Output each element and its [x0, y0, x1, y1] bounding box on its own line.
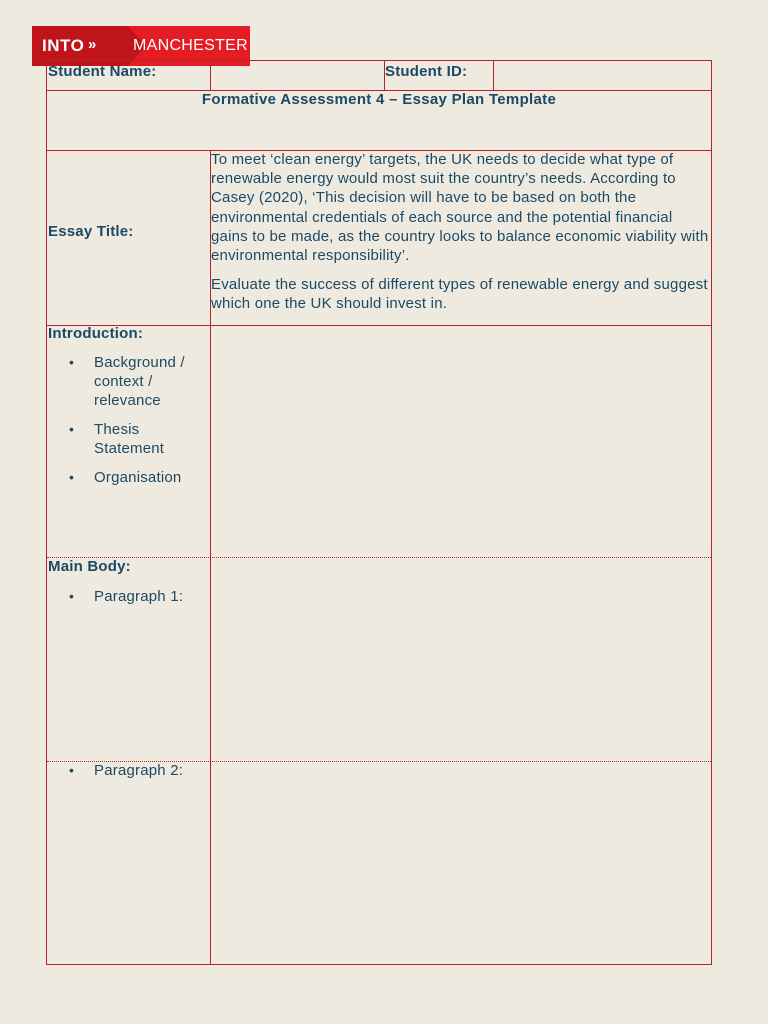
essay-plan-table [46, 60, 712, 965]
page-title: Formative Assessment 4 – Essay Plan Template [201, 91, 557, 108]
paragraph-2-notes-area[interactable] [212, 763, 709, 963]
main-body-list [47, 587, 199, 616]
list-item: • Background / context / relevance [47, 353, 199, 410]
student-id-label: Student ID: [385, 63, 468, 80]
list-item: • Thesis Statement [47, 420, 199, 458]
student-name-field[interactable] [212, 62, 382, 88]
list-item: • Organisation [47, 468, 199, 487]
paragraph-2-list [47, 761, 199, 790]
main-body-label: Main Body: [48, 558, 131, 575]
list-item: • Paragraph 2: [47, 761, 199, 780]
essay-title-label: Essay Title: [48, 223, 134, 240]
row-divider [47, 557, 711, 558]
essay-prompt-paragraph-2: Evaluate the success of different types of renewable energy and suggest which one the UK should invest in. [211, 276, 708, 313]
logo-arrows-icon: » [88, 36, 97, 53]
paragraph-1-notes-area[interactable] [212, 559, 709, 759]
column-divider [210, 61, 211, 90]
logo-into-text: INTO [42, 36, 85, 55]
list-item: • Paragraph 1: [47, 587, 199, 606]
row-divider [47, 325, 711, 326]
introduction-label: Introduction: [48, 325, 144, 342]
introduction-notes-area[interactable] [212, 327, 709, 555]
logo-city-text: MANCHESTER [133, 37, 249, 54]
student-name-label: Student Name: [48, 63, 157, 80]
column-divider [493, 61, 494, 90]
essay-prompt [211, 150, 711, 324]
introduction-list [47, 353, 199, 497]
student-id-field[interactable] [495, 62, 709, 88]
essay-prompt-paragraph-1: To meet ‘clean energy’ targets, the UK needs to decide what type of renewable energy would most suit the country’s needs. According to Casey (2020), ‘This decision will have to be based on both the environmental credentials of each source and the potential financial gains to be made, as the country looks to balance economic viability with environmental responsibility’. [211, 151, 709, 265]
